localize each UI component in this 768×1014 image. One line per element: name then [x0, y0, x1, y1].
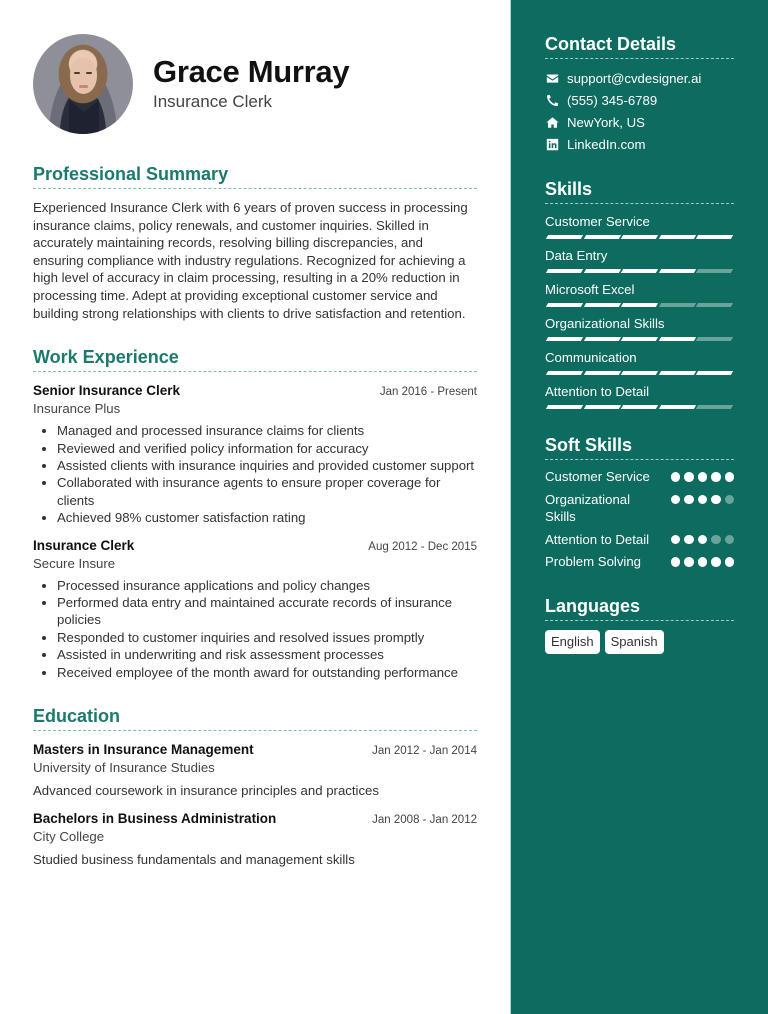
skill-label: Attention to Detail [545, 384, 650, 399]
skill-bar-filled [583, 337, 620, 341]
skill-bar-filled [621, 371, 658, 375]
skill-bar-empty [696, 405, 733, 409]
section-title-skills: Skills [545, 178, 734, 204]
skill-label: Microsoft Excel [545, 282, 635, 297]
job-bullet: • Reviewed and verified policy information for accuracy [57, 440, 477, 457]
skill-bar-filled [621, 269, 658, 273]
job-company: Insurance Plus [33, 401, 121, 417]
skill-bar-empty [696, 303, 733, 307]
rating-dot-filled [725, 557, 735, 567]
language-badge: Spanish [605, 630, 664, 654]
job-title: Senior Insurance Clerk [33, 383, 181, 399]
skill-level-bars [545, 269, 734, 274]
skill-bar-filled [658, 371, 695, 375]
skill-bar-filled [583, 371, 620, 375]
soft-skill-rating [671, 535, 735, 545]
job-bullet: • Achieved 98% customer satisfaction rating [57, 509, 477, 526]
job-bullets [33, 422, 477, 526]
contact-phone[interactable] [545, 89, 734, 111]
skill-bar-filled [696, 371, 733, 375]
linkedin-icon [545, 137, 559, 151]
skill-bar-filled [546, 337, 583, 341]
skill-bar-filled [658, 405, 695, 409]
skills-list [545, 213, 734, 410]
language-badge: English [545, 630, 600, 654]
rating-dot-filled [684, 557, 694, 567]
section-title-education: Education [33, 705, 477, 731]
contact-email-text: support@cvdesigner.ai [567, 70, 702, 86]
resume-header [33, 34, 477, 134]
rating-dot-filled [671, 472, 681, 482]
skill-bar-filled [658, 235, 695, 239]
rating-dot-filled [684, 495, 694, 505]
rating-dot-filled [711, 472, 721, 482]
rating-dot-filled [698, 495, 708, 505]
home-icon [545, 115, 559, 129]
job-bullet: • Collaborated with insurance agents to ensure proper coverage for clients [57, 474, 477, 509]
skill-item [545, 247, 734, 274]
candidate-title: Insurance Clerk [153, 92, 273, 111]
skill-bar-empty [696, 269, 733, 273]
job-title: Insurance Clerk [33, 537, 135, 553]
summary-section [33, 163, 477, 322]
rating-dot-empty [725, 495, 735, 505]
rating-dot-filled [698, 557, 708, 567]
rating-dot-filled [671, 557, 681, 567]
skill-bar-empty [696, 337, 733, 341]
soft-skills-section [545, 434, 734, 571]
soft-skill-item [545, 531, 734, 549]
skill-item [545, 281, 734, 308]
skill-bar-filled [658, 337, 695, 341]
rating-dot-filled [711, 557, 721, 567]
degree-title: Masters in Insurance Management [33, 742, 254, 758]
job-bullet: • Assisted in underwriting and risk assessment processes [57, 646, 477, 663]
contact-phone-text: (555) 345-6789 [567, 92, 658, 108]
skill-bar-filled [621, 405, 658, 409]
avatar-lips [79, 85, 88, 88]
skill-level-bars [545, 303, 734, 308]
avatar [33, 34, 133, 134]
avatar-collar [69, 100, 99, 134]
education-description: Advanced coursework in insurance principles and practices [33, 783, 379, 799]
education-dates: Jan 2008 - Jan 2012 [372, 813, 477, 826]
section-title-contact: Contact Details [545, 33, 734, 59]
job-dates: Jan 2016 - Present [379, 386, 477, 399]
contact-section [545, 33, 734, 155]
job-entry [33, 382, 477, 526]
languages-section [545, 595, 734, 654]
skill-bar-filled [658, 269, 695, 273]
job-bullet: • Processed insurance applications and policy changes [57, 577, 477, 594]
rating-dot-filled [671, 535, 681, 545]
soft-skill-item [545, 491, 734, 526]
soft-skills-list [545, 468, 734, 571]
contact-location-text: NewYork, US [567, 114, 645, 130]
skill-bar-filled [696, 235, 733, 239]
languages-list [545, 630, 734, 654]
job-bullet: • Assisted clients with insurance inquiries and provided customer support [57, 457, 477, 474]
contact-email[interactable] [545, 67, 734, 89]
name-block [153, 55, 349, 113]
skill-bar-filled [583, 405, 620, 409]
skill-level-bars [545, 235, 734, 240]
skill-item [545, 213, 734, 240]
job-bullet: • Managed and processed insurance claims for clients [57, 422, 477, 439]
school-name: City College [33, 828, 105, 844]
experience-section [33, 346, 477, 681]
skill-bar-filled [546, 371, 583, 375]
skill-level-bars [545, 405, 734, 410]
contact-linkedin-text: LinkedIn.com [567, 136, 646, 152]
sidebar [510, 0, 768, 1014]
skill-label: Customer Service [545, 214, 650, 229]
avatar-eye [74, 72, 80, 74]
skill-bar-filled [546, 303, 583, 307]
envelope-icon [545, 71, 559, 85]
rating-dot-filled [684, 472, 694, 482]
skills-section [545, 178, 734, 410]
job-bullet: • Performed data entry and maintained accurate records of insurance policies [57, 594, 477, 629]
skill-label: Organizational Skills [545, 316, 665, 331]
education-description: Studied business fundamentals and management skills [33, 851, 355, 867]
avatar-face [70, 58, 97, 94]
skill-item [545, 315, 734, 342]
skill-bar-filled [583, 269, 620, 273]
education-entry [33, 741, 477, 800]
rating-dot-empty [725, 535, 735, 545]
phone-icon [545, 93, 559, 107]
avatar-eye [86, 72, 92, 74]
skill-label: Communication [545, 350, 637, 365]
section-title-summary: Professional Summary [33, 163, 477, 189]
skill-bar-empty [658, 303, 695, 307]
rating-dot-filled [711, 495, 721, 505]
skill-label: Data Entry [545, 248, 608, 263]
skill-bar-filled [621, 303, 658, 307]
job-company: Secure Insure [33, 555, 116, 571]
soft-skill-label: Problem Solving [545, 554, 642, 569]
education-dates: Jan 2012 - Jan 2014 [372, 745, 477, 758]
soft-skill-label: Organizational Skills [545, 491, 631, 524]
summary-text: Experienced Insurance Clerk with 6 years of proven success in processing insurance claims, policy renewals, and customer inquiries. Skilled in accurately maintaining records, resolving billing discrepancies, and ensuring compliance with industry regulations. Recognized for achieving a high level of accuracy in claim processing, resulting in a 20% reduction in processing time. Adept at providing exceptional customer service and building strong relationships with clients to drive satisfaction and retention. [33, 200, 468, 321]
rating-dot-filled [698, 535, 708, 545]
rating-dot-filled [698, 472, 708, 482]
education-entry [33, 810, 477, 869]
skill-level-bars [545, 371, 734, 376]
skill-bar-filled [546, 269, 583, 273]
soft-skill-rating [671, 472, 735, 482]
rating-dot-empty [711, 535, 721, 545]
section-title-soft-skills: Soft Skills [545, 434, 734, 460]
soft-skill-rating [671, 495, 735, 505]
skill-bar-filled [546, 235, 583, 239]
rating-dot-filled [671, 495, 681, 505]
contact-linkedin[interactable] [545, 133, 734, 155]
job-bullet: • Received employee of the month award for outstanding performance [57, 664, 477, 681]
skill-bar-filled [583, 303, 620, 307]
skill-item [545, 349, 734, 376]
education-section [33, 705, 477, 868]
skill-bar-filled [621, 337, 658, 341]
section-title-experience: Work Experience [33, 346, 477, 372]
job-dates: Aug 2012 - Dec 2015 [368, 540, 477, 553]
job-bullet: • Responded to customer inquiries and resolved issues promptly [57, 629, 477, 646]
job-bullets [33, 577, 477, 681]
skill-bar-filled [583, 235, 620, 239]
soft-skill-label: Attention to Detail [545, 531, 650, 547]
soft-skill-item [545, 553, 734, 571]
soft-skill-item [545, 468, 734, 486]
soft-skill-rating [671, 557, 735, 567]
skill-item [545, 383, 734, 410]
school-name: University of Insurance Studies [33, 760, 215, 776]
section-title-languages: Languages [545, 595, 734, 621]
skill-bar-filled [621, 235, 658, 239]
contact-location [545, 111, 734, 133]
skill-bar-filled [546, 405, 583, 409]
skill-level-bars [545, 337, 734, 342]
rating-dot-filled [684, 535, 694, 545]
soft-skill-label: Customer Service [545, 469, 650, 484]
degree-title: Bachelors in Business Administration [33, 810, 277, 826]
candidate-name: Grace Murray [153, 54, 350, 89]
rating-dot-filled [725, 472, 735, 482]
job-entry [33, 537, 477, 681]
contact-list [545, 67, 734, 155]
